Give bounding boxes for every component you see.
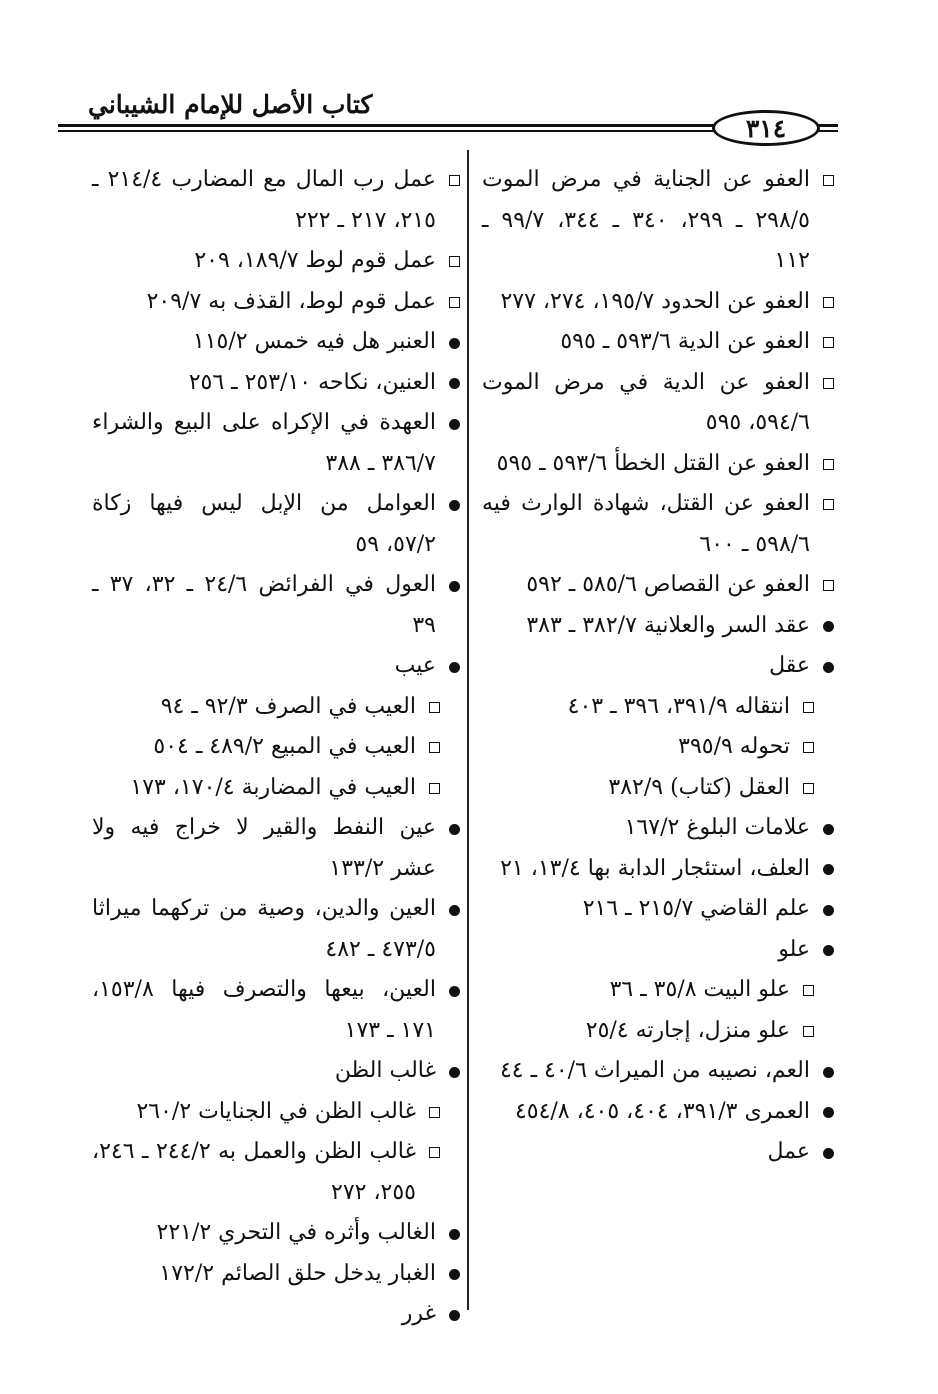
index-subentry <box>92 768 440 809</box>
index-subentry <box>482 444 834 485</box>
entry-text: عين النفط والقير لا خراج فيه ولا عشر ١٣٣/٢ <box>92 815 436 881</box>
entry-text: عمل رب المال مع المضارب ٢١٤/٤ ـ ٢١٥، ٢١٧ ـ ٢٢٢ <box>92 167 436 233</box>
entry-text: غالب الظن والعمل به ٢٤٤/٢ ـ ٢٤٦، ٢٥٥، ٢٧٢ <box>92 1139 416 1205</box>
square-bullet-icon <box>816 160 834 201</box>
bullet-icon <box>442 565 460 606</box>
bullet-icon <box>816 930 834 971</box>
index-entry <box>482 1132 834 1173</box>
index-column-left <box>92 160 460 1335</box>
entry-text: العنبر هل فيه خمس ١١٥/٢ <box>192 329 436 354</box>
entry-text: العفو عن القتل، شهادة الوارث فيه ٥٩٨/٦ ـ ٦٠٠ <box>482 491 810 557</box>
entry-text: العقل (كتاب) ٣٨٢/٩ <box>608 774 790 800</box>
square-bullet-icon <box>442 282 460 323</box>
index-subentry <box>92 241 460 282</box>
entry-text: عمل قوم لوط، القذف به ٢٠٩/٧ <box>146 288 436 314</box>
entry-text: العفو عن الجناية في مرض الموت ٢٩٨/٥ ـ ٢٩٩، ٣٤٠ ـ ٣٤٤، ٩٩/٧ ـ ١١٢ <box>482 167 810 273</box>
bullet-icon <box>442 970 460 1011</box>
entry-text: الغالب وأثره في التحري ٢٢١/٢ <box>156 1220 436 1245</box>
bullet-icon <box>442 484 460 525</box>
index-entry <box>92 565 460 646</box>
entry-text: العم، نصيبه من الميراث ٤٠/٦ ـ ٤٤ <box>499 1058 810 1083</box>
bullet-icon <box>816 606 834 647</box>
index-entry <box>482 889 834 930</box>
entry-text: عمل <box>767 1139 810 1164</box>
book-title: كتاب الأصل للإمام الشيباني <box>88 90 373 119</box>
entry-text: العفو عن القصاص ٥٨٥/٦ ـ ٥٩٢ <box>526 572 810 597</box>
index-subentry <box>482 282 834 323</box>
index-entry <box>92 646 460 687</box>
bullet-icon <box>442 808 460 849</box>
index-entry <box>482 930 834 971</box>
index-subentry <box>92 1132 440 1213</box>
bullet-icon <box>442 363 460 404</box>
bullet-icon <box>816 808 834 849</box>
entry-text: علامات البلوغ ١٦٧/٢ <box>624 815 810 840</box>
square-bullet-icon <box>796 1011 814 1052</box>
index-entry <box>482 646 834 687</box>
entry-text: العوامل من الإبل ليس فيها زكاة ٥٧/٢، ٥٩ <box>92 491 436 557</box>
bullet-icon <box>816 1132 834 1173</box>
entry-text: العيب في الصرف ٩٢/٣ ـ ٩٤ <box>160 693 416 719</box>
entry-text: عقد السر والعلانية ٣٨٢/٧ ـ ٣٨٣ <box>526 612 810 638</box>
entry-text: عيب <box>394 653 436 678</box>
entry-text: العفو عن الدية ٥٩٣/٦ ـ ٥٩٥ <box>560 329 810 354</box>
entry-text: العنين، نكاحه ٢٥٣/١٠ ـ ٢٥٦ <box>188 369 436 395</box>
square-bullet-icon <box>796 687 814 728</box>
bullet-icon <box>442 646 460 687</box>
index-subentry <box>92 727 440 768</box>
square-bullet-icon <box>442 160 460 201</box>
bullet-icon <box>816 849 834 890</box>
entry-text: العول في الفرائض ٢٤/٦ ـ ٣٢، ٣٧ ـ ٣٩ <box>92 572 436 638</box>
entry-text: العلف، استئجار الدابة بها ١٣/٤، ٢١ <box>500 855 810 881</box>
square-bullet-icon <box>442 241 460 282</box>
index-column-right <box>482 160 834 1173</box>
index-entry <box>92 970 460 1051</box>
index-subentry <box>482 970 814 1011</box>
index-entry <box>92 403 460 484</box>
index-subentry <box>92 160 460 241</box>
entry-text: العيب في المبيع ٤٨٩/٢ ـ ٥٠٤ <box>153 734 416 759</box>
bullet-icon <box>442 1051 460 1092</box>
index-subentry <box>482 768 814 809</box>
entry-text: العهدة في الإكراه على البيع والشراء ٣٨٦/٧ ـ ٣٨٨ <box>92 410 436 476</box>
index-entry <box>92 889 460 970</box>
index-subentry <box>482 565 834 606</box>
index-subentry <box>482 727 814 768</box>
entry-text: تحوله ٣٩٥/٩ <box>678 734 790 759</box>
entry-text: غرر <box>401 1301 436 1326</box>
bullet-icon <box>816 889 834 930</box>
entry-text: العمرى ٣٩١/٣، ٤٠٤، ٤٠٥، ٤٥٤/٨ <box>514 1098 810 1124</box>
entry-text: العفو عن القتل الخطأ ٥٩٣/٦ ـ ٥٩٥ <box>496 450 810 476</box>
index-entry <box>92 1213 460 1254</box>
column-divider <box>467 150 469 1310</box>
square-bullet-icon <box>422 1092 440 1133</box>
square-bullet-icon <box>816 484 834 525</box>
index-entry <box>482 1092 834 1133</box>
bullet-icon <box>816 1092 834 1133</box>
square-bullet-icon <box>816 565 834 606</box>
entry-text: عقل <box>769 653 810 678</box>
index-subentry <box>482 363 834 444</box>
bullet-icon <box>442 403 460 444</box>
entry-text: العفو عن الحدود ١٩٥/٧، ٢٧٤، ٢٧٧ <box>500 288 810 314</box>
entry-text: انتقاله ٣٩١/٩، ٣٩٦ ـ ٤٠٣ <box>567 693 790 719</box>
square-bullet-icon <box>796 727 814 768</box>
index-subentry <box>482 687 814 728</box>
index-entry <box>92 484 460 565</box>
square-bullet-icon <box>796 768 814 809</box>
entry-text: العين، بيعها والتصرف فيها ١٥٣/٨، ١٧١ ـ ١٧٣ <box>92 977 436 1043</box>
entry-text: عمل قوم لوط ١٨٩/٧، ٢٠٩ <box>194 248 436 273</box>
index-entry <box>92 1051 460 1092</box>
square-bullet-icon <box>816 322 834 363</box>
bullet-icon <box>442 1254 460 1295</box>
index-entry <box>482 606 834 647</box>
index-subentry <box>482 160 834 282</box>
entry-text: علو <box>778 936 810 962</box>
square-bullet-icon <box>816 363 834 404</box>
entry-text: العين والدين، وصية من تركهما ميراثا ٤٧٣/٥ ـ ٤٨٢ <box>92 896 436 962</box>
entry-text: علو البيت ٣٥/٨ ـ ٣٦ <box>609 977 790 1002</box>
entry-text: علم القاضي ٢١٥/٧ ـ ٢١٦ <box>582 896 810 921</box>
index-entry <box>92 808 460 889</box>
square-bullet-icon <box>816 444 834 485</box>
bullet-icon <box>816 646 834 687</box>
square-bullet-icon <box>422 727 440 768</box>
entry-text: العيب في المضاربة ١٧٠/٤، ١٧٣ <box>130 774 416 800</box>
index-entry <box>482 808 834 849</box>
entry-text: الغبار يدخل حلق الصائم ١٧٢/٢ <box>159 1260 436 1286</box>
square-bullet-icon <box>422 768 440 809</box>
index-entry <box>482 849 834 890</box>
index-entry <box>92 363 460 404</box>
index-entry <box>92 1254 460 1295</box>
bullet-icon <box>442 889 460 930</box>
entry-text: العفو عن الدية في مرض الموت ٥٩٤/٦، ٥٩٥ <box>482 369 810 435</box>
index-subentry <box>92 687 440 728</box>
square-bullet-icon <box>422 687 440 728</box>
index-entry <box>482 1051 834 1092</box>
square-bullet-icon <box>796 970 814 1011</box>
index-entry <box>92 322 460 363</box>
bullet-icon <box>442 322 460 363</box>
index-subentry <box>92 1092 440 1133</box>
bullet-icon <box>442 1294 460 1335</box>
index-subentry <box>92 282 460 323</box>
index-entry <box>92 1294 460 1335</box>
entry-text: غالب الظن <box>334 1058 436 1083</box>
entry-text: علو منزل، إجارته ٢٥/٤ <box>585 1017 790 1043</box>
bullet-icon <box>816 1051 834 1092</box>
entry-text: غالب الظن في الجنايات ٢٦٠/٢ <box>136 1098 416 1124</box>
index-subentry <box>482 322 834 363</box>
square-bullet-icon <box>422 1132 440 1173</box>
index-subentry <box>482 484 834 565</box>
page-header <box>58 84 838 143</box>
index-subentry <box>482 1011 814 1052</box>
page-number: ٣١٤ <box>712 110 820 146</box>
bullet-icon <box>442 1213 460 1254</box>
square-bullet-icon <box>816 282 834 323</box>
